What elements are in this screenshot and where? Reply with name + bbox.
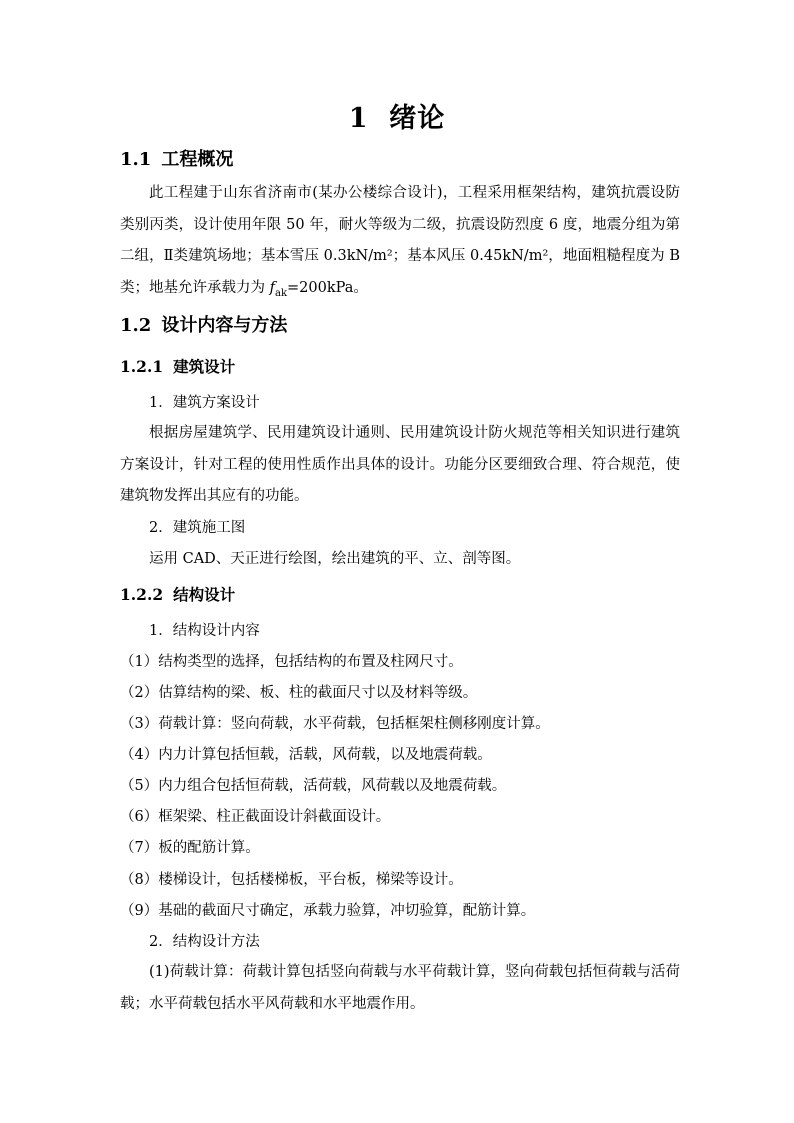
formula-symbol: f — [269, 279, 275, 296]
list-heading-structural-method: 2．结构设计方法 — [149, 934, 260, 950]
list-item: （1）结构类型的选择，包括结构的布置及柱网尺寸。 — [120, 654, 463, 670]
subsection-number: 1.2.2 — [120, 585, 164, 604]
subsection-number: 1.2.1 — [120, 357, 164, 376]
construction-drawings-text: 运用 CAD、天正进行绘图，绘出建筑的平、立、剖等图。 — [149, 551, 521, 567]
list-item: （9）基础的截面尺寸确定，承载力验算，冲切验算，配筋计算。 — [120, 903, 536, 919]
list-item: （2）估算结构的梁、板、柱的截面尺寸以及材料等级。 — [120, 685, 478, 701]
section-title: 设计内容与方法 — [161, 315, 288, 336]
formula-fak — [269, 279, 288, 299]
architectural-scheme-paragraph: 根据房屋建筑学、民用建筑设计通则、民用建筑设计防火规范等相关知识进行建筑方案设计，针对工程的使用性质作出具体的设计。功能分区要细致合理、符合规范，使建筑物发挥出其应有的功能。 — [120, 425, 680, 504]
section-heading-1-1 — [120, 147, 233, 173]
paragraph-text-end: =200kPa。 — [287, 279, 368, 296]
formula-subscript: ak — [274, 287, 288, 299]
subsection-title: 建筑设计 — [173, 357, 236, 376]
list-item: （7）板的配筋计算。 — [120, 840, 260, 856]
list-heading-construction-drawings: 2．建筑施工图 — [149, 520, 246, 536]
subsection-title: 结构设计 — [173, 585, 236, 604]
load-calculation-paragraph: (1)荷载计算：荷载计算包括竖向荷载与水平荷载计算，竖向荷载包括恒荷载与活荷载；水平荷载包括水平风荷载和水平地震作用。 — [120, 964, 680, 1012]
list-item: （6）框架梁、柱正截面设计斜截面设计。 — [120, 809, 391, 825]
list-item: （8）楼梯设计，包括楼梯板，平台板，梯梁等设计。 — [120, 872, 463, 888]
list-heading-structural-content: 1．结构设计内容 — [149, 623, 260, 639]
list-heading-architectural-scheme: 1．建筑方案设计 — [149, 395, 260, 411]
subsection-heading-1-2-1 — [120, 356, 235, 378]
list-item: （3）荷载计算：竖向荷载，水平荷载，包括框架柱侧移刚度计算。 — [120, 716, 550, 732]
section-number: 1.1 — [120, 149, 152, 170]
list-item: （4）内力计算包括恒载，活载，风荷载，以及地震荷载。 — [120, 747, 492, 763]
chapter-number: 1 — [348, 103, 369, 134]
paragraph-text: 此工程建于山东省济南市(某办公楼综合设计)，工程采用框架结构，建筑抗震设防类别丙类，设计使用年限 50 年，耐火等级为二级，抗震设防烈度 6 度，地震分组为第二组，Ⅱ类建筑场地；基本雪压 0.3kN/m²；基本风压 0.45kN/m²，地面粗糙程度为 B 类；地基允许承载力为 — [120, 185, 680, 296]
chapter-title-text: 绪论 — [389, 103, 446, 134]
section-number: 1.2 — [120, 315, 152, 336]
section-title: 工程概况 — [161, 149, 234, 170]
project-overview-paragraph — [120, 178, 680, 309]
section-heading-1-2 — [120, 313, 287, 339]
chapter-title — [0, 101, 794, 137]
subsection-heading-1-2-2 — [120, 584, 235, 606]
list-item: （5）内力组合包括恒荷载，活荷载，风荷载以及地震荷载。 — [120, 778, 507, 794]
